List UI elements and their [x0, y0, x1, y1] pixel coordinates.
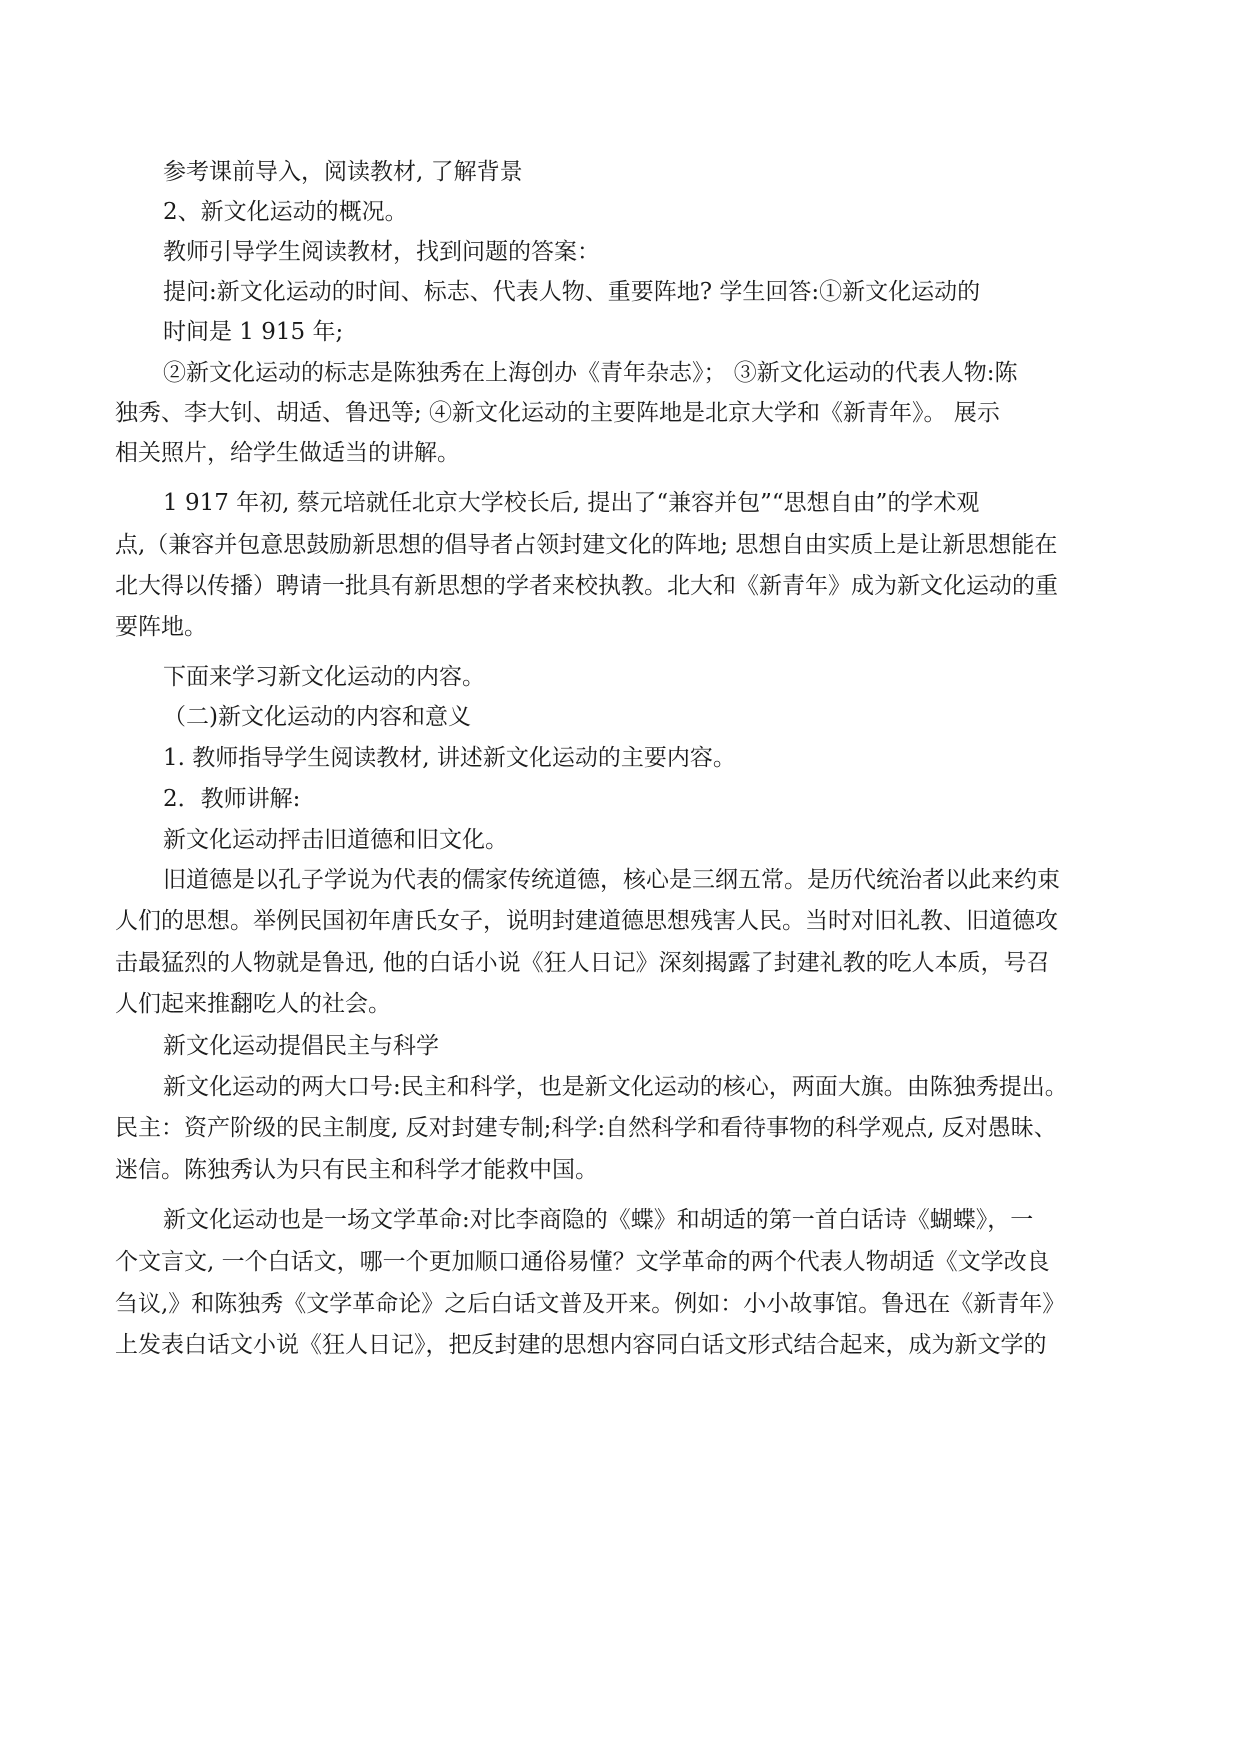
text-line: 迷信。陈独秀认为只有民主和科学才能救中国。 [115, 1157, 598, 1183]
subheading: 新文化运动提倡民主与科学 [163, 1033, 439, 1059]
section-heading: 2、新文化运动的概况。 [163, 199, 408, 225]
text-line: 要阵地。 [115, 614, 207, 640]
text-line: 击最猛烈的人物就是鲁迅, 他的白话小说《狂人日记》深刻揭露了封建礼教的吃人本质，号召 [115, 950, 1050, 976]
text-line: 刍议,》和陈独秀《文学革命论》之后白话文普及开来。例如：小小故事馆。鲁迅在《新青年》 [115, 1291, 1066, 1317]
section-heading: （二)新文化运动的内容和意义 [163, 704, 471, 730]
text-line: 提问:新文化运动的时间、标志、代表人物、重要阵地? 学生回答:①新文化运动的 [163, 279, 981, 305]
text-line: 下面来学习新文化运动的内容。 [163, 664, 485, 690]
text-line: 民主：资产阶级的民主制度, 反对封建专制;科学:自然科学和看待事物的科学观点, 反对愚昧、 [115, 1115, 1057, 1141]
text-line: 新文化运动的两大口号:民主和科学，也是新文化运动的核心，两面大旗。由陈独秀提出。 [163, 1074, 1068, 1100]
text-line: 相关照片，给学生做适当的讲解。 [115, 440, 460, 466]
text-line: 1 917 年初, 蔡元培就任北京大学校长后, 提出了“兼容并包”“思想自由”的学术观 [163, 490, 980, 516]
text-line: 参考课前导入，阅读教材, 了解背景 [163, 159, 523, 185]
text-line: 点,（兼容并包意思鼓励新思想的倡导者占领封建文化的阵地; 思想自由实质上是让新思想能在 [115, 532, 1058, 558]
text-line: 上发表白话文小说《狂人日记》，把反封建的思想内容同白话文形式结合起来，成为新文学的 [115, 1332, 1047, 1358]
text-line: 1. 教师指导学生阅读教材, 讲述新文化运动的主要内容。 [163, 745, 736, 771]
text-line: 人们的思想。举例民国初年唐氏女子，说明封建道德思想残害人民。当时对旧礼教、旧道德攻 [115, 908, 1058, 934]
text-line: 旧道德是以孔子学说为代表的儒家传统道德，核心是三纲五常。是历代统治者以此来约束 [163, 867, 1060, 893]
text-line: 教师引导学生阅读教材，找到问题的答案： [163, 239, 600, 265]
text-line: 个文言文, 一个白话文，哪一个更加顺口通俗易懂？文学革命的两个代表人物胡适《文学改良 [115, 1249, 1050, 1275]
text-line: 北大得以传播）聘请一批具有新思想的学者来校执教。北大和《新青年》成为新文化运动的重 [115, 573, 1058, 599]
text-line: 时间是 1 915 年; [163, 319, 344, 345]
text-line: 新文化运动也是一场文学革命:对比李商隐的《蝶》和胡适的第一首白话诗《蝴蝶》，一 [163, 1207, 1034, 1233]
text-line: ②新文化运动的标志是陈独秀在上海创办《青年杂志》； ③新文化运动的代表人物:陈 [163, 360, 1018, 386]
text-line: 人们起来推翻吃人的社会。 [115, 991, 391, 1017]
text-line: 独秀、李大钊、胡适、鲁迅等; ④新文化运动的主要阵地是北京大学和《新青年》。 展示 [115, 400, 1000, 426]
text-line: 2．教师讲解: [163, 786, 301, 812]
subheading: 新文化运动抨击旧道德和旧文化。 [163, 827, 508, 853]
